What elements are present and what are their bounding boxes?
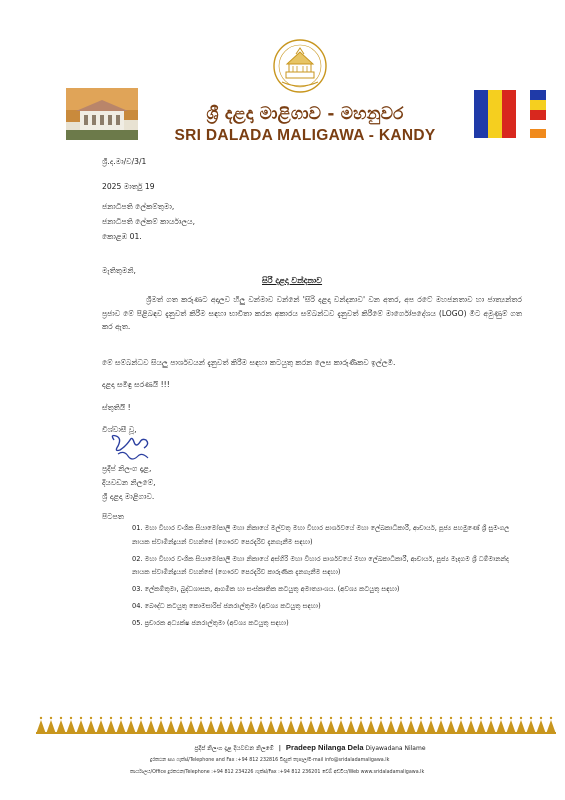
- header-title-sinhala: ශ්‍රී දළදා මාළිගාව - මහනුවර: [206, 104, 404, 124]
- footer-office: කාර්යාලය/Office දුරකථන/Telephone :+94 812 234226 ෆැක්ස්/Fax :+94 812 236201 වෙබ් අඩවිය/Web www.sridaladamaligawa.lk: [130, 770, 425, 775]
- signatory-institution: ශ්‍රී දළදා මාළිගාව.: [102, 492, 155, 501]
- signatory-name: ප්‍රදීප් නිලංග දෑළ,: [102, 464, 152, 473]
- letter-subject: සිරි දළදා වන්දනාව: [262, 276, 323, 285]
- letter-reference: ශ්‍රී.ද.මා/ව/3/1: [102, 157, 147, 166]
- cc-heading: පිටපත: [102, 512, 124, 521]
- footer-name-sinhala: ප්‍රදීප් නිලංග දෑළ දියවඩන නිලමේ: [194, 745, 274, 752]
- body-paragraph-2: මේ සම්බන්ධව සියලු පාර්ශවයන් දැනුවත් කිරීම සඳහා කටයුතු කරන ලෙස කාරුණිකව ඉල්ලමි.: [102, 358, 396, 367]
- cc-item: 05. ප්‍රචාරක අධ්‍යක්ෂ ජනරාල්තුමා (අවශ්‍ය කටයුතු සඳහා): [132, 619, 289, 627]
- signatory-title: දියවඩන නිලමේ,: [102, 478, 156, 487]
- body-paragraph-1: ශ්‍රීමත් ගත කරුණට අදාලව හිලු වන්මාව වන්නේ 'සිරි දළදා වන්දනාව' වන අතර, අප රටේ මහජනතාව හා ජාත්‍යන්තර ප්‍රජාව මේ පිළිබඳව දැනුවත් කිරීම සඳහා භාවිතා කරන අකාරය සම්බන්ධව දැනුවත් කිරීමේ මාර්ගෝපදේශය (LOGO) මීට අමුණුම් ගත කර ඇත.: [102, 295, 522, 331]
- recipient-line-3: කොළඹ 01.: [102, 232, 142, 241]
- footer-name-english: Pradeep Nilanga Dela: [285, 743, 364, 752]
- footer-officer: [100, 743, 520, 753]
- decorative-border: [36, 714, 556, 734]
- thanks-line: ස්තුතියි !: [102, 403, 131, 412]
- cc-item: 01. මහා විහාර වංශික සියාමෝපාලි මහා නිකායේ මල්වතු මහා විහාර පාර්ශවයේ මහා ලේඛකාධිකාරී, ආචාර්ය, පූජ්‍ය පහමුණේ ශ්‍රී සුමංගල නායක ස්වාමීන්ද්‍රයන් වහන්සේ (ගෞරව පෙරදැරිව දැනගැනීම සඳහා): [132, 524, 510, 546]
- salutation: මැතිතුමනි,: [102, 266, 136, 275]
- header-title-english: SRI DALADA MALIGAWA - KANDY: [174, 127, 436, 144]
- recipient-line-1: ජනාධිපති ලේකම්තුමා,: [102, 202, 175, 211]
- temple-photo-image: [66, 88, 138, 140]
- cc-item: 04. බෞද්ධ කටයුතු කොමසාරිස් ජනරාල්තුමා (අවශ්‍ය කටයුතු සඳහා): [132, 602, 321, 610]
- cc-item: 02. මහා විහාර වංශික සියාමෝපාලි මහා නිකායේ අස්ගිරි මහා විහාර පාර්ශවයේ මහා ලේඛකාධිකාරී, ආචාර්ය, පූජ්‍ය මැදගම ශ්‍රී ධම්මානන්ද නායක ස්වාමීන්ද්‍රයන් වහන්සේ (ගෞරව පෙරදැරිව කාරුණික දැනගැනීම සඳහා): [132, 554, 509, 576]
- recipient-line-2: ජනාධිපති ලේකම් කාර්යාලය,: [102, 217, 196, 226]
- blessing-line: දළදා සමිඳු සරණයි !!!: [102, 380, 170, 389]
- cc-item: 03. ලේකම්තුමා, බුද්ධශාසන, ආගමික හා සංස්කෘතික කටයුතු අමාත්‍යාංශය. (අවශ්‍ය කටයුතු සඳහා): [132, 585, 400, 593]
- buddhist-flag-image: [474, 90, 546, 138]
- temple-emblem-logo: [272, 38, 328, 96]
- footer-title-english: Diyawadana Nilame: [365, 745, 426, 752]
- footer-separator: |: [278, 745, 281, 752]
- footer-contact: දුරකථන සහ ෆැක්ස්/Telephone and Fax :+94 812 232816 විද්‍යුත් තැපෑල/E-mail info@sridaladamaligawa.lk: [150, 758, 390, 763]
- letter-date: 2025 මාර්තු 19: [102, 182, 155, 191]
- cc-list: [132, 522, 512, 634]
- closing-line: විශ්වාසී වූ,: [102, 425, 137, 434]
